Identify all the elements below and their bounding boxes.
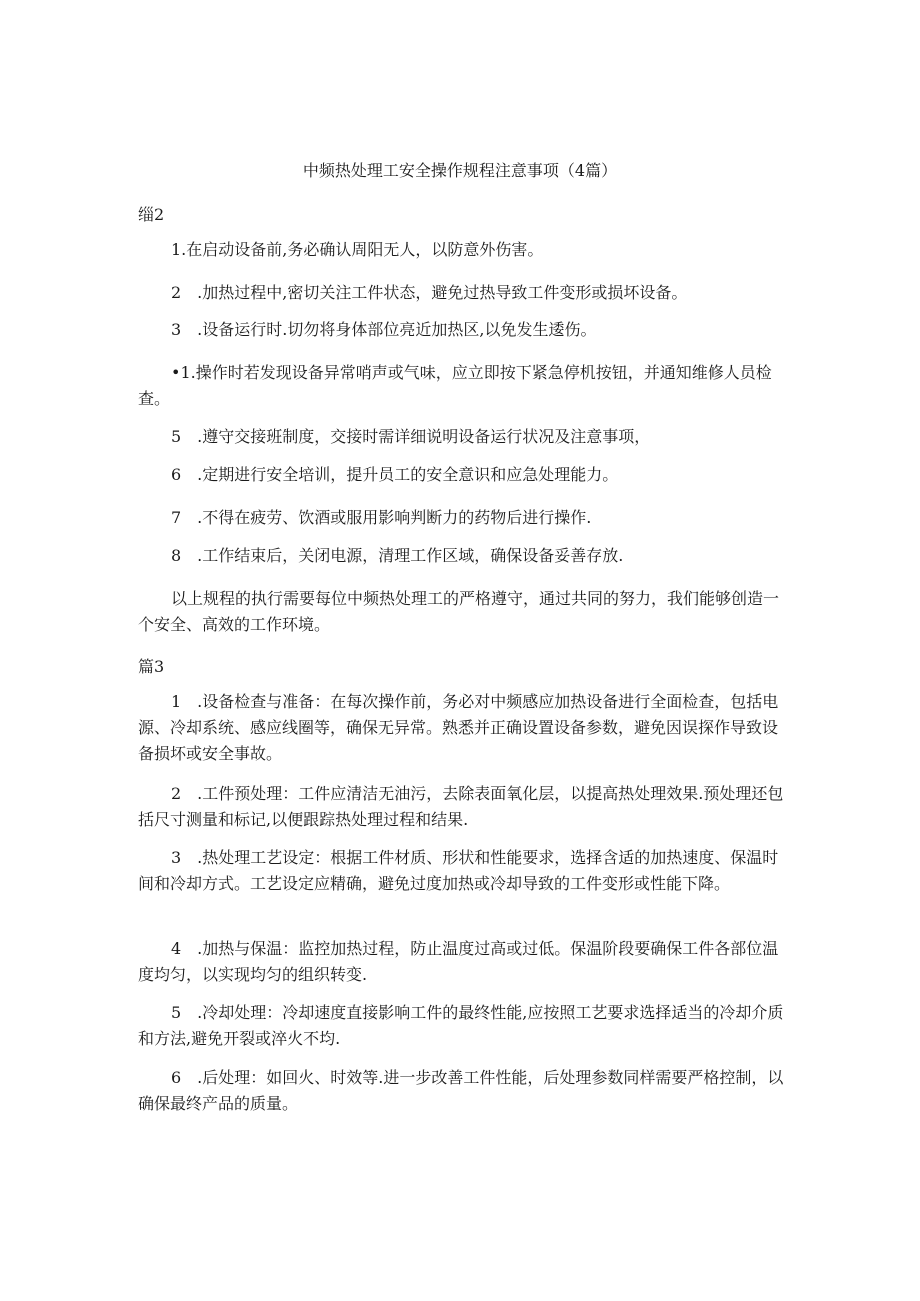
- list-item: 2 .加热过程中,密切关注工件状态，避免过热导致工件变形或损坏设备。: [171, 283, 688, 302]
- section-heading-3: 篇3: [138, 657, 165, 676]
- list-item: 5 .遵守交接班制度，交接时需详细说明设备运行状况及注意事项，: [171, 427, 651, 446]
- conclusion-paragraph: 以上规程的执行需要每位中频热处理工的严格遵守，通过共同的努力，我们能够创造一个安全、高效的工作环境。: [138, 589, 780, 634]
- list-item: 6 .定期进行安全培训，提升员工的安全意识和应急处理能力。: [171, 465, 619, 484]
- section-heading-2: 缁2: [138, 205, 165, 224]
- list-item: 3 .热处理工艺设定：根据工件材质、形状和性能要求，选择含适的加热速度、保温时间和冷却方式。工艺设定应精确，避免过度加热或冷却导致的工件变形或性能下降。: [138, 848, 779, 893]
- list-item: 1.在启动设备前,务必确认周阳无人，以防意外伤害。: [171, 240, 544, 259]
- list-item: •1.操作时若发现设备异常哨声或气味，应立即按下紧急停机按钮，并通知维修人员检查。: [138, 363, 772, 408]
- list-item: 7 .不得在疲劳、饮酒或服用影响判断力的药物后进行操作.: [171, 508, 592, 527]
- list-item: 8 .工作结束后，关闭电源，清理工作区域，确保设备妥善存放.: [171, 546, 624, 565]
- list-item: 1 .设备检查与准备：在每次操作前，务必对中频感应加热设备进行全面检查，包括电源、冷却系统、感应线圈等，确保无异常。熟悉并正确设置设备参数，避免因误探作导致设备损坏或安全事故。: [138, 692, 779, 763]
- list-item: 3 .设备运行时.切勿将身体部位亮近加热区,以免发生逶伤。: [171, 320, 597, 339]
- list-item: 2 .工件预处理：工件应清洁无油污，去除表面氧化层，以提高热处理效果.预处理还包括尺寸测量和标记,以便跟踪热处理过程和结果.: [138, 784, 784, 829]
- list-item: 5 .冷却处理：冷却速度直接影响工件的最终性能,应按照工艺要求选择适当的冷却介质和方法,避免开裂或淬火不均.: [138, 1003, 784, 1048]
- list-item: 4 .加热与保温：监控加热过程，防止温度过高或过低。保温阶段要确保工件各部位温度均匀，以实现均匀的组织转变.: [138, 939, 779, 984]
- document-title: 中频热处理工安全操作规程注意事项（4篇）: [302, 161, 618, 180]
- list-item: 6 .后处理：如回火、时效等.进一步改善工件性能，后处理参数同样需要严格控制，以确保最终产品的质量。: [138, 1068, 784, 1113]
